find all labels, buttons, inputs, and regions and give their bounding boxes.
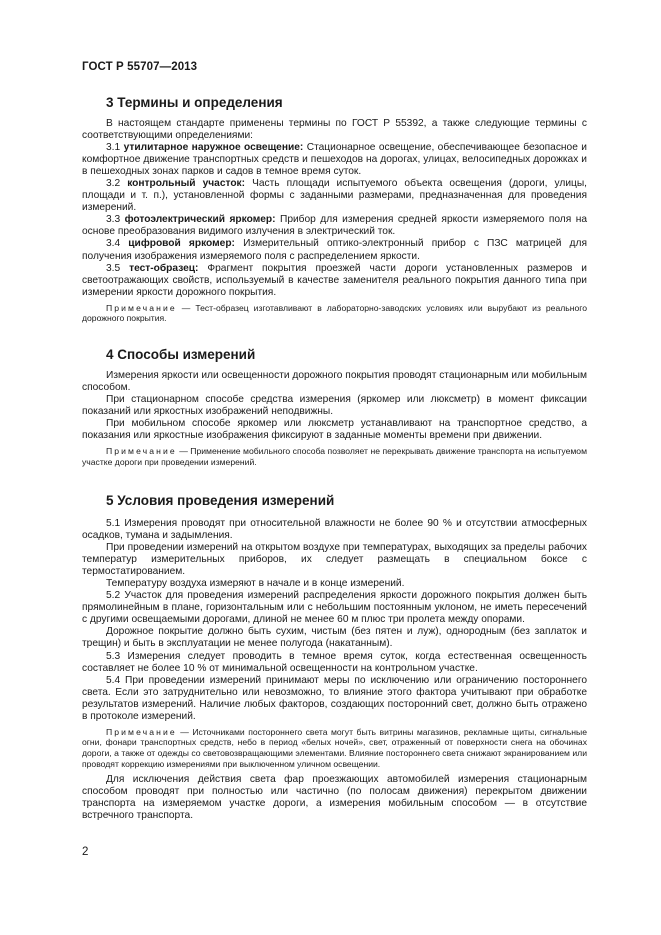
term-3-4-name: цифровой яркомер: <box>128 238 235 250</box>
section-5-paragraph: 5.4 При проведении измерений принимают меры по исключению или ограничению постороннего света. Если это затруднительно или невозможно, то влияние этого фактора учитывают при обработке результатов измерений. Наличие любых факторов, создающих посторонний свет, должно быть отражено в протоколе измерений. <box>82 674 587 722</box>
term-3-5-name: тест-образец: <box>129 262 199 274</box>
section-4 <box>82 347 587 467</box>
term-3-2-name: контрольный участок: <box>127 178 246 190</box>
section-5-paragraph: 5.1 Измерения проводят при относительной влажности не более 90 % и отсутствии атмосферных осадков, тумана и задымления. <box>82 518 587 542</box>
page-number: 2 <box>82 846 89 858</box>
term-3-1-name: утилитарное наружное освещение: <box>123 142 304 154</box>
term-3-4: 3.4 цифровой яркомер: Измерительный оптико-электронный прибор с ПЗС матрицей для получения изображения измеряемого поля с распределением яркости. <box>82 238 587 262</box>
note-label: Примечание <box>106 446 177 457</box>
section-4-title: 4 Способы измерений <box>106 347 256 362</box>
standard-header: ГОСТ Р 55707—2013 <box>82 61 198 73</box>
term-3-5: 3.5 тест-образец: Фрагмент покрытия проезжей части дороги установленных размеров и светоотражающих свойств, используемый в качестве заменителя реального покрытия данного типа при измерении яркости дорожного покрытия. <box>82 262 587 298</box>
section-3-title: 3 Термины и определения <box>106 95 283 110</box>
section-5-note: Примечание — Источниками постороннего света могут быть витрины магазинов, рекламные щиты, сигнальные огни, фонари транспортных средств, небо в период «белых ночей», свет, отраженный от поверхности снега на обочинах дороги, а также от одежды со световозвращающими элементами. Влияние постороннего света снижают экранированием или проводят коррекцию измерениями при выключенном уличном освещении. <box>82 726 587 769</box>
note-label: Примечание <box>106 302 177 313</box>
section-5-title: 5 Условия проведения измерений <box>106 493 335 508</box>
note-label: Примечание <box>106 726 177 737</box>
section-5-paragraph: При проведении измерений на открытом воздухе при температурах, выходящих за пределы рабочих температур измерительных приборов, их следует размещать в специальном боксе с термостатированием. <box>82 542 587 578</box>
section-4-note: Примечание — Применение мобильного способа позволяет не перекрывать движение транспорта на испытуемом участке дороги при проведении измерений. <box>82 446 587 467</box>
section-3-note: Примечание — Тест-образец изготавливают в лабораторно-заводских условиях или вырубают из реального дорожного покрытия. <box>82 302 587 324</box>
section-4-paragraph: Измерения яркости или освещенности дорожного покрытия проводят стационарным или мобильным способом. <box>82 370 587 394</box>
term-3-2: 3.2 контрольный участок: Часть площади испытуемого объекта освещения (дороги, улицы, площади и т. п.), установленной формы с заданными размерами, предназначенная для проведения измерений. <box>82 178 587 214</box>
section-3 <box>82 95 587 324</box>
section-5-paragraph: 5.3 Измерения следует проводить в темное время суток, когда естественная освещенность составляет не более 10 % от минимальной освещенности на контрольном участке. <box>82 650 587 674</box>
section-5-paragraph: Дорожное покрытие должно быть сухим, чистым (без пятен и луж), однородным (без заплаток и трещин) и быть в эксплуатации не менее полугода (накатанным). <box>82 626 587 650</box>
term-3-3-name: фотоэлектрический яркомер: <box>124 214 276 226</box>
section-5-final-paragraph: Для исключения действия света фар проезжающих автомобилей измерения стационарным способом проводят при полностью или частично (по полосам движения) перекрытом движении транспорта на измеряемом участке дороги, а измерения мобильным способом — в отсутствие встречного транспорта. <box>82 774 587 822</box>
section-4-paragraph: При мобильном способе яркомер или люксметр устанавливают на транспортное средство, а показания или яркостные изображения фиксируют в заданные моменты времени при движении. <box>82 418 587 442</box>
section-5-paragraph: 5.2 Участок для проведения измерений распределения яркости дорожного покрытия должен быть прямолинейным в плане, горизонтальным или с небольшим постоянным уклоном, не иметь пересечений с другими освещаемыми дорогами, длиной не менее 60 м плюс три пролета между опорами. <box>82 590 587 626</box>
section-3-intro: В настоящем стандарте применены термины по ГОСТ Р 55392, а также следующие термины с соответствующими определениями: <box>82 118 587 142</box>
term-3-3: 3.3 фотоэлектрический яркомер: Прибор для измерения средней яркости измеряемого поля на основе преобразования видимого излучения в электрический ток. <box>82 214 587 238</box>
section-4-paragraph: При стационарном способе средства измерения (яркомер или люксметр) в момент фиксации показаний или яркостных изображений неподвижны. <box>82 394 587 418</box>
section-5-paragraph: Температуру воздуха измеряют в начале и в конце измерений. <box>106 578 405 590</box>
section-5 <box>82 493 587 822</box>
term-3-1: 3.1 утилитарное наружное освещение: Стационарное освещение, обеспечивающее безопасное и комфортное движение транспортных средств и пешеходов на дорогах, улицах, велосипедных дорожках и в пешеходных зонах парков и садов в темное время суток. <box>82 142 587 178</box>
